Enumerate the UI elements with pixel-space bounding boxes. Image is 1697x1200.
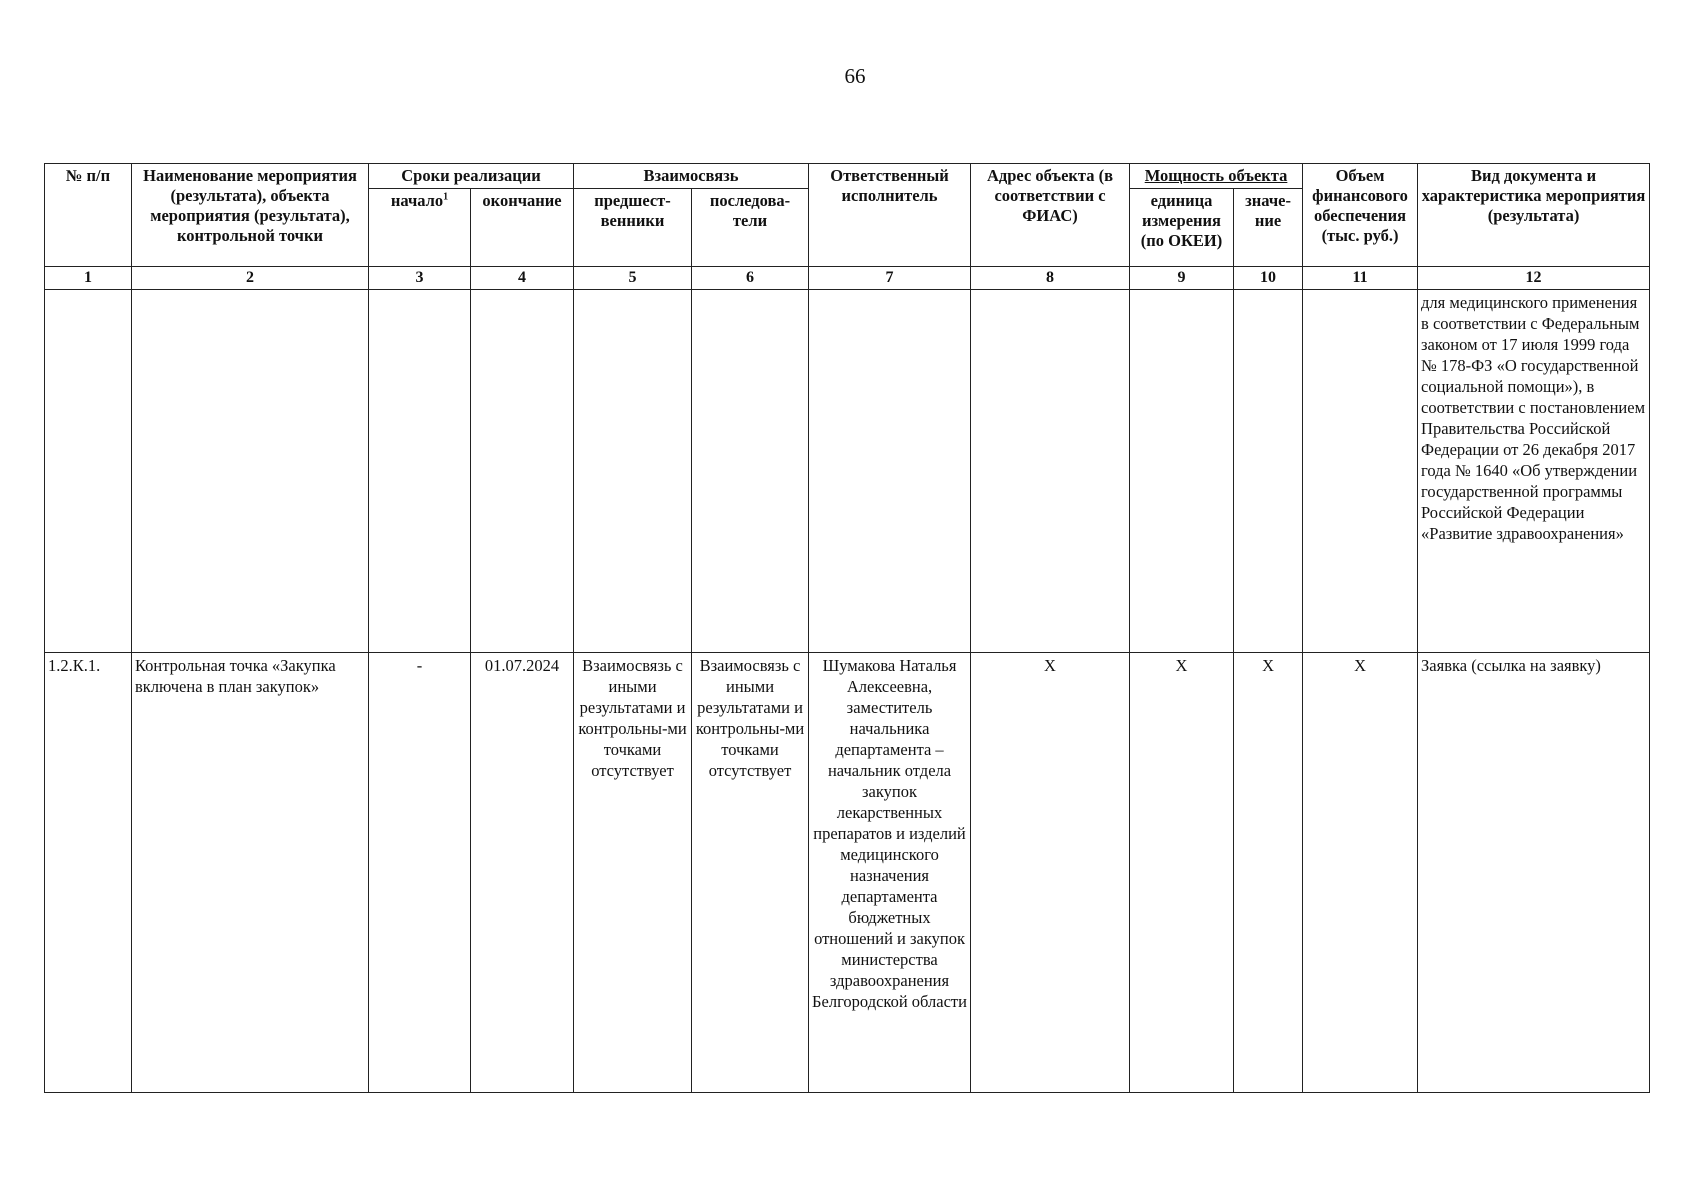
column-number: 6 (692, 267, 809, 290)
plan-table (44, 163, 1650, 1093)
header-unit: единица измерения (по ОКЕИ) (1130, 189, 1234, 267)
cell-address: Х (971, 653, 1130, 1093)
cell-num (45, 290, 132, 653)
cell-responsible: Шумакова Наталья Алексеевна, заместитель начальника департамента – начальник отдела закупок лекарственных препаратов и изделий медицинского назначения департамента бюджетных отношений и закупок министерства здравоохранения Белгородской области (809, 653, 971, 1093)
cell-unit (1130, 290, 1234, 653)
page-number: 66 (844, 64, 866, 88)
header-relation: Взаимосвязь (574, 164, 809, 189)
column-number: 2 (132, 267, 369, 290)
cell-successors: Взаимосвязь с иными результатами и контрольны-ми точками отсутствует (692, 653, 809, 1093)
header-address: Адрес объекта (в соответствии с ФИАС) (971, 164, 1130, 267)
cell-finance (1303, 290, 1418, 653)
column-number: 9 (1130, 267, 1234, 290)
cell-address (971, 290, 1130, 653)
table-row (45, 290, 1650, 653)
column-number: 1 (45, 267, 132, 290)
column-number: 12 (1418, 267, 1650, 290)
cell-name: Контрольная точка «Закупка включена в план закупок» (132, 653, 369, 1093)
cell-responsible (809, 290, 971, 653)
header-doctype: Вид документа и характеристика мероприятия (результата) (1418, 164, 1650, 267)
header-successors: последова-тели (692, 189, 809, 267)
header-start: начало$^1$ (369, 189, 471, 267)
header-terms: Сроки реализации (369, 164, 574, 189)
cell-finance: Х (1303, 653, 1418, 1093)
header-predecessors: предшест-венники (574, 189, 692, 267)
cell-end: 01.07.2024 (471, 653, 574, 1093)
column-number: 8 (971, 267, 1130, 290)
cell-end (471, 290, 574, 653)
cell-predecessors (574, 290, 692, 653)
column-number: 3 (369, 267, 471, 290)
header-end: окончание (471, 189, 574, 267)
column-number: 11 (1303, 267, 1418, 290)
table-row (45, 653, 1650, 1093)
cell-start (369, 290, 471, 653)
cell-unit: Х (1130, 653, 1234, 1093)
column-number: 5 (574, 267, 692, 290)
header-name: Наименование мероприятия (результата), объекта мероприятия (результата), контрольной точки (132, 164, 369, 267)
cell-value: Х (1234, 653, 1303, 1093)
column-number: 10 (1234, 267, 1303, 290)
cell-predecessors: Взаимосвязь с иными результатами и контрольны-ми точками отсутствует (574, 653, 692, 1093)
column-number: 4 (471, 267, 574, 290)
cell-successors (692, 290, 809, 653)
header-responsible: Ответственный исполнитель (809, 164, 971, 267)
cell-name (132, 290, 369, 653)
cell-value (1234, 290, 1303, 653)
cell-doc: для медицинского применения в соответствии с Федеральным законом от 17 июля 1999 года № 178-ФЗ «О государственной социальной помощи»), в соответствии с постановлением Правительства Российской Федерации от 26 декабря 2017 года № 1640 «Об утверждении государственной программы Российской Федерации «Развитие здравоохранения» (1418, 290, 1650, 653)
column-number-row (45, 267, 1650, 290)
header-num: № п/п (45, 164, 132, 267)
header-value: значе-ние (1234, 189, 1303, 267)
header-capacity: Мощность объекта (1130, 164, 1303, 189)
header-finance: Объем финансового обеспечения (тыс. руб.) (1303, 164, 1418, 267)
cell-doc: Заявка (ссылка на заявку) (1418, 653, 1650, 1093)
cell-num: 1.2.К.1. (45, 653, 132, 1093)
cell-start: - (369, 653, 471, 1093)
column-number: 7 (809, 267, 971, 290)
